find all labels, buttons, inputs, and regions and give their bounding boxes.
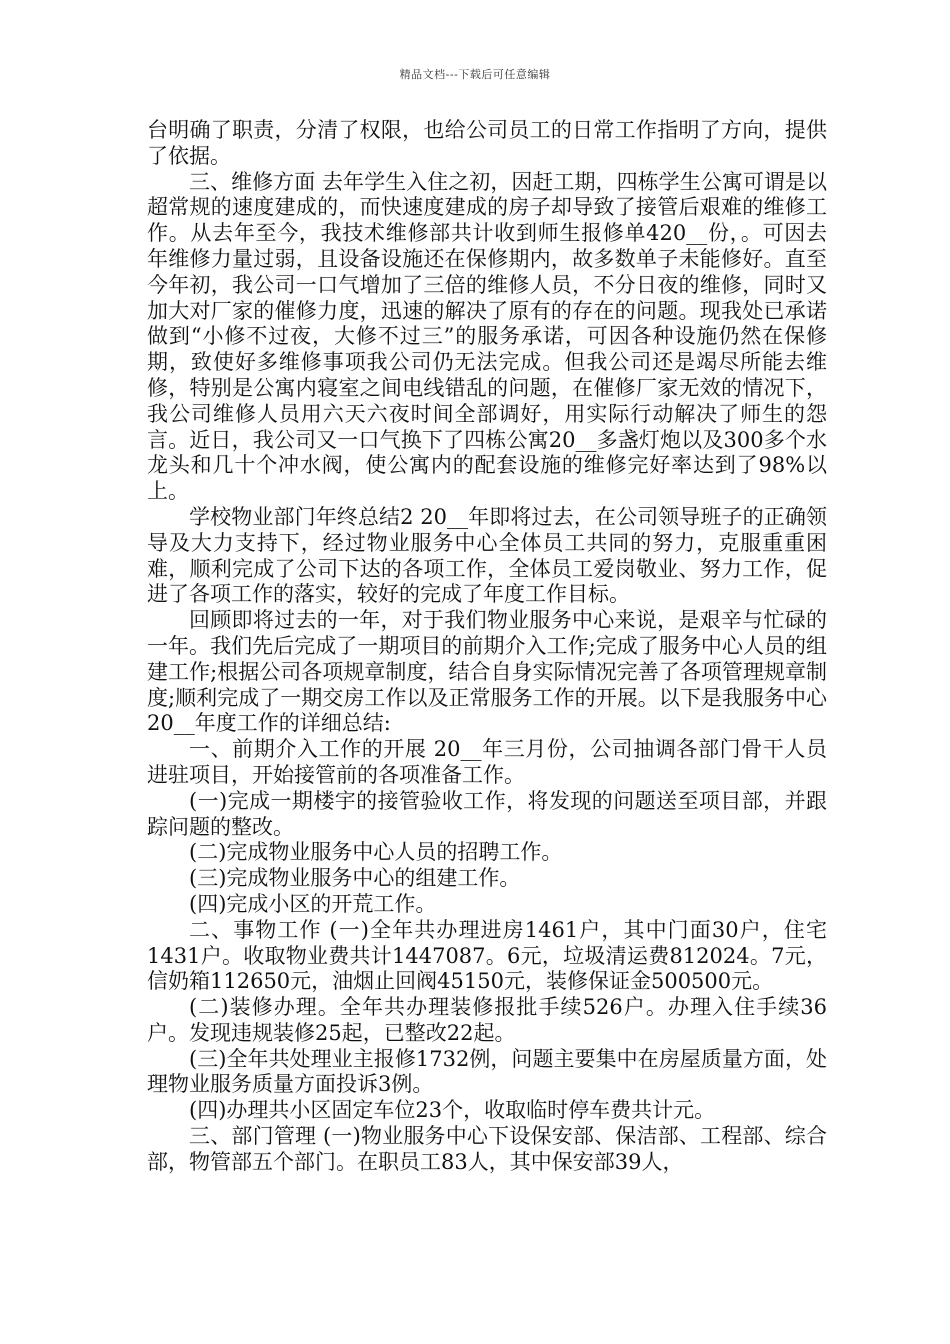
paragraph: (二)完成物业服务中心人员的招聘工作。 [189,840,563,865]
paragraph: 二、事物工作 (一)全年共办理进房1461户，其中门面30户，住宅1431户。收取物业费共计1447087。6元，垃圾清运费812024。7元，信奶箱112650元，油烟止回阀45150元，装修保证金500500元。 [147,917,827,994]
paragraph: 一、前期介入工作的开展 20__年三月份，公司抽调各部门骨干人员进驻项目，开始接管前的各项准备工作。 [147,737,827,787]
paragraph: 三、部门管理 (一)物业服务中心下设保安部、保洁部、工程部、综合部，物管部五个部门。在职员工83人，其中保安部39人， [147,1124,827,1174]
paragraph: (三)全年共处理业主报修1732例，问题主要集中在房屋质量方面，处理物业服务质量方面投诉3例。 [147,1046,827,1097]
paragraph: 回顾即将过去的一年，对于我们物业服务中心来说，是艰辛与忙碌的一年。我们先后完成了一期项目的前期介入工作;完成了服务中心人员的组建工作;根据公司各项规章制度，结合自身实际情况完善了各项管理规章制度;顺利完成了一期交房工作以及正常服务工作的开展。以下是我服务中心20__年度工作的详细总结: [147,608,827,736]
paragraph: 三、维修方面 去年学生入住之初，因赶工期，四栋学生公寓可谓是以超常规的速度建成的，而快速度建成的房子却导致了接管后艰难的维修工作。从去年至今，我技术维修部共计收到师生报修单420__份，。可因去年维修力量过弱，且设备设施还在保修期内，故多数单子未能修好。直至今年初，我公司一口气增加了三倍的维修人员，不分日夜的维修，同时又加大对厂家的催修力度，迅速的解决了原有的存在的问题。现我处已承诺做到“小修不过夜，大修不过三”的服务承诺，可因各种设施仍然在保修期，致使好多维修事项我公司仍无法完成。但我公司还是竭尽所能去维修，特别是公寓内寝室之间电线错乱的问题，在催修厂家无效的情况下，我公司维修人员用六天六夜时间全部调好，用实际行动解决了师生的怨言。近日，我公司又一口气换下了四栋公寓20__多盏灯炮以及300多个水龙头和几十个冲水阀，使公寓内的配套设施的维修完好率达到了98%以上。 [147,169,827,504]
paragraph: 学校物业部门年终总结2 20__年即将过去，在公司领导班子的正确领导及大力支持下，经过物业服务中心全体员工共同的努力，克服重重困难，顺利完成了公司下达的各项工作，全体员工爱岗敬业、努力工作，促进了各项工作的落实，较好的完成了年度工作目标。 [147,504,827,607]
paragraph: 台明确了职责，分清了权限，也给公司员工的日常工作指明了方向，提供了依据。 [147,118,827,168]
paragraph: (四)完成小区的开荒工作。 [189,891,437,916]
paragraph: (二)装修办理。全年共办理装修报批手续526户。办理入住手续36户。发现违规装修25起，已整改22起。 [147,995,827,1045]
paragraph: (三)完成物业服务中心的组建工作。 [189,866,521,891]
document-body [147,118,827,1176]
page-header: 精品文档---下载后可任意编辑 [399,68,551,81]
paragraph: (四)办理共小区固定车位23个，收取临时停车费共计元。 [189,1098,716,1123]
paragraph: (一)完成一期楼宇的接管验收工作，将发现的问题送至项目部，并跟踪问题的整改。 [147,788,827,839]
